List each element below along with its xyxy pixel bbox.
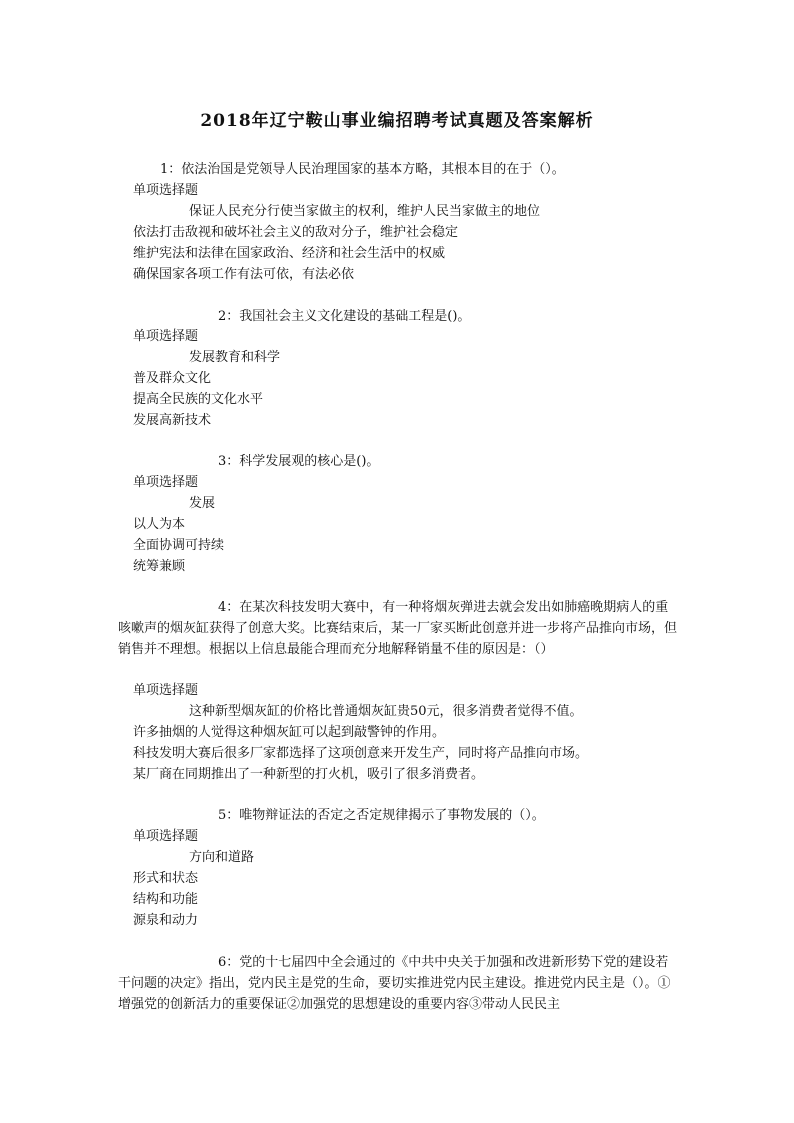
question-3-option-b: 以人为本 xyxy=(133,517,186,532)
question-2-type: 单项选择题 xyxy=(133,329,199,344)
question-1-stem: 1：依法治国是党领导人民治理国家的基本方略，其根本目的在于（）。 xyxy=(160,162,565,177)
question-2-option-c: 提高全民族的文化水平 xyxy=(133,392,264,407)
question-3-option-c: 全面协调可持续 xyxy=(133,538,225,553)
question-2-stem: 2：我国社会主义文化建设的基础工程是()。 xyxy=(218,309,471,324)
question-4-option-a: 这种新型烟灰缸的价格比普通烟灰缸贵50元，很多消费者觉得不值。 xyxy=(189,704,583,719)
page-title: 2018年辽宁鞍山事业编招聘考试真题及答案解析 xyxy=(200,111,594,131)
question-1-option-a: 保证人民充分行使当家做主的权利，维护人民当家做主的地位 xyxy=(189,204,541,219)
question-6-stem: 6：党的十七届四中全会通过的《中共中央关于加强和改进新形势下党的建设若干问题的决定》指出，党内民主是党的生命，要切实推进党内民主建设。推进党内民主是（）。①增强党的创新活力的重要保证②加强党的思想建设的重要内容③带动人民民主 xyxy=(118,955,671,1012)
question-3-option-d: 统筹兼顾 xyxy=(133,559,186,574)
question-1-option-c: 维护宪法和法律在国家政治、经济和社会生活中的权威 xyxy=(133,246,446,261)
question-5-type: 单项选择题 xyxy=(133,829,199,844)
question-4-stem: 4：在某次科技发明大赛中，有一种将烟灰弹进去就会发出如肺癌晚期病人的重咳嗽声的烟灰缸获得了创意大奖。比赛结束后，某一厂家买断此创意并进一步将产品推向市场，但销售并不理想。根据以上信息最能合理而充分地解释销量不佳的原因是：（） xyxy=(118,600,678,657)
question-4-option-d: 某厂商在同期推出了一种新型的打火机，吸引了很多消费者。 xyxy=(133,767,485,782)
question-4-type: 单项选择题 xyxy=(133,683,199,698)
question-5-option-d: 源泉和动力 xyxy=(133,913,199,928)
question-4-option-c: 科技发明大赛后很多厂家都选择了这项创意来开发生产，同时将产品推向市场。 xyxy=(133,746,589,761)
question-1-option-b: 依法打击敌视和破坏社会主义的敌对分子，维护社会稳定 xyxy=(133,225,459,240)
question-5-option-b: 形式和状态 xyxy=(133,871,199,886)
question-2-option-b: 普及群众文化 xyxy=(133,371,212,386)
question-3-stem: 3：科学发展观的核心是()。 xyxy=(218,454,380,469)
question-2-option-d: 发展高新技术 xyxy=(133,413,212,428)
question-2-option-a: 发展教育和科学 xyxy=(189,350,281,365)
question-3-type: 单项选择题 xyxy=(133,475,199,490)
question-1-type: 单项选择题 xyxy=(133,183,199,198)
question-5-option-a: 方向和道路 xyxy=(189,850,255,865)
question-3-option-a: 发展 xyxy=(189,496,216,511)
question-5-option-c: 结构和功能 xyxy=(133,892,199,907)
question-1-option-d: 确保国家各项工作有法可依，有法必依 xyxy=(133,267,355,282)
question-4-option-b: 许多抽烟的人觉得这种烟灰缸可以起到敲警钟的作用。 xyxy=(133,725,446,740)
question-5-stem: 5：唯物辩证法的否定之否定规律揭示了事物发展的（）。 xyxy=(218,808,545,823)
